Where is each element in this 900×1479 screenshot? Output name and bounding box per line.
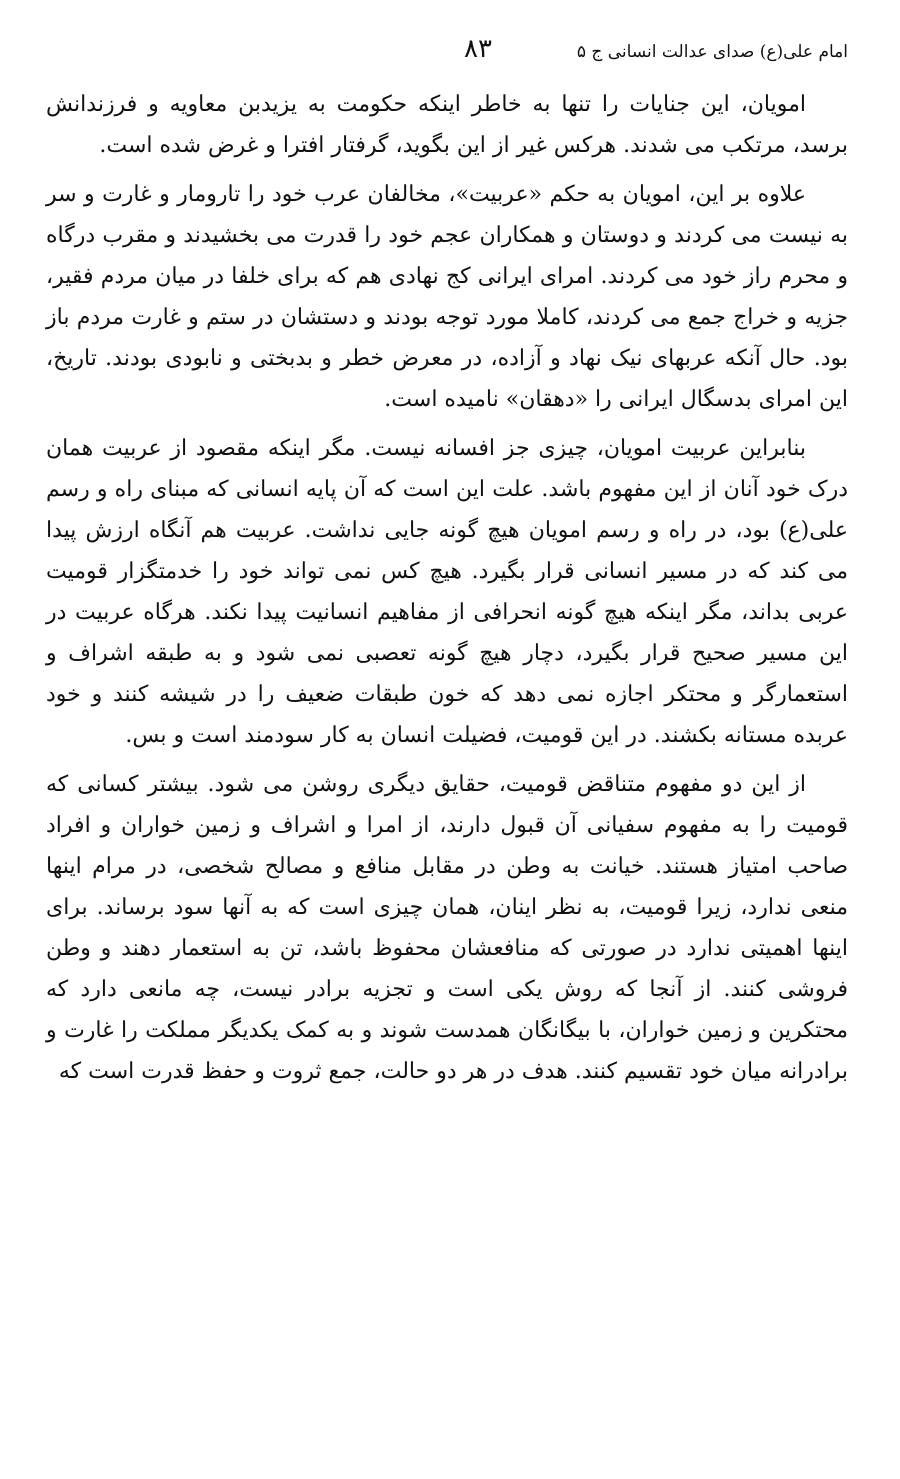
paragraph-4: از این دو مفهوم متناقض قومیت، حقایق دیگری روشن می شود. بیشتر کسانی که قومیت را به مفهوم سفیانی آن قبول دارند، از امرا و اشراف و زمین خواران و افراد صاحب امتیاز هستند. خیانت به وطن در مقابل منافع و مصالح شخصی، در مرام اینها منعی ندارد، زیرا قومیت، به نظر اینان، همان چیزی است که به آنها سود برساند. برای اینها اهمیتی ندارد در صورتی که منافعشان محفوظ باشد، تن به استعمار دهند و وطن فروشی کنند. از آنجا که روش یکی است و تجزیه برادر نیست، چه مانعی دارد که محتکرین و زمین خواران، با بیگانگان همدست شوند و به کمک یکدیگر مملکت را غارت و برادرانه میان خود تقسیم کنند. هدف در هر دو حالت، جمع ثروت و حفظ قدرت است که	[46, 772, 848, 1084]
paragraph-3: بنابراین عربیت امویان، چیزی جز افسانه نیست. مگر اینکه مقصود از عربیت همان درک خود آنان از این مفهوم باشد. علت این است که آن پایه انسانی که مبنای راه و رسم علی(ع) بود، در راه و رسم امویان هیچ گونه جایی نداشت. عربیت هم آنگاه ارزش پیدا می کند که در مسیر انسانی قرار بگیرد. هیچ کس نمی تواند خود را خدمتگزار قومیت عربی بداند، مگر اینکه هیچ گونه انحرافی از مفاهیم انسانیت پیدا نکند. هرگاه عربیت در این مسیر صحیح قرار بگیرد، دچار هیچ گونه تعصبی نمی شود و به طبقه اشراف و استعمارگر و محتکر اجازه نمی دهد که خون طبقات ضعیف را در شیشه کنند و خود عربده مستانه بکشند. در این قومیت، فضیلت انسان به کار سودمند است و بس.	[46, 436, 848, 748]
running-title: امام علی(ع) صدای عدالت انسانی ج ۵	[576, 42, 848, 62]
page-number: ۸۳	[464, 34, 492, 64]
page-body	[46, 84, 848, 1092]
paragraph-1: امویان، این جنایات را تنها به خاطر اینکه حکومت به یزیدبن معاویه و فرزندانش برسد، مرتکب می شدند. هرکس غیر از این بگوید، گرفتار افترا و غرض شده است.	[46, 92, 848, 158]
paragraph-2: علاوه بر این، امویان به حکم «عربیت»، مخالفان عرب خود را تارومار و غارت و سر به نیست می کردند و دوستان و همکاران عجم خود را قدرت می بخشیدند و مقرب درگاه و محرم راز خود می کردند. امرای ایرانی کج نهادی هم که برای خلفا در میان مردم فقیر، جزیه و خراج جمع می کردند، کاملا مورد توجه بودند و دستشان در ستم و غارت مردم باز بود. حال آنکه عربهای نیک نهاد و آزاده، در معرض خطر و بدبختی و نابودی بودند. تاریخ، این امرای بدسگال ایرانی را «دهقان» نامیده است.	[46, 182, 848, 412]
page-header	[46, 34, 848, 84]
